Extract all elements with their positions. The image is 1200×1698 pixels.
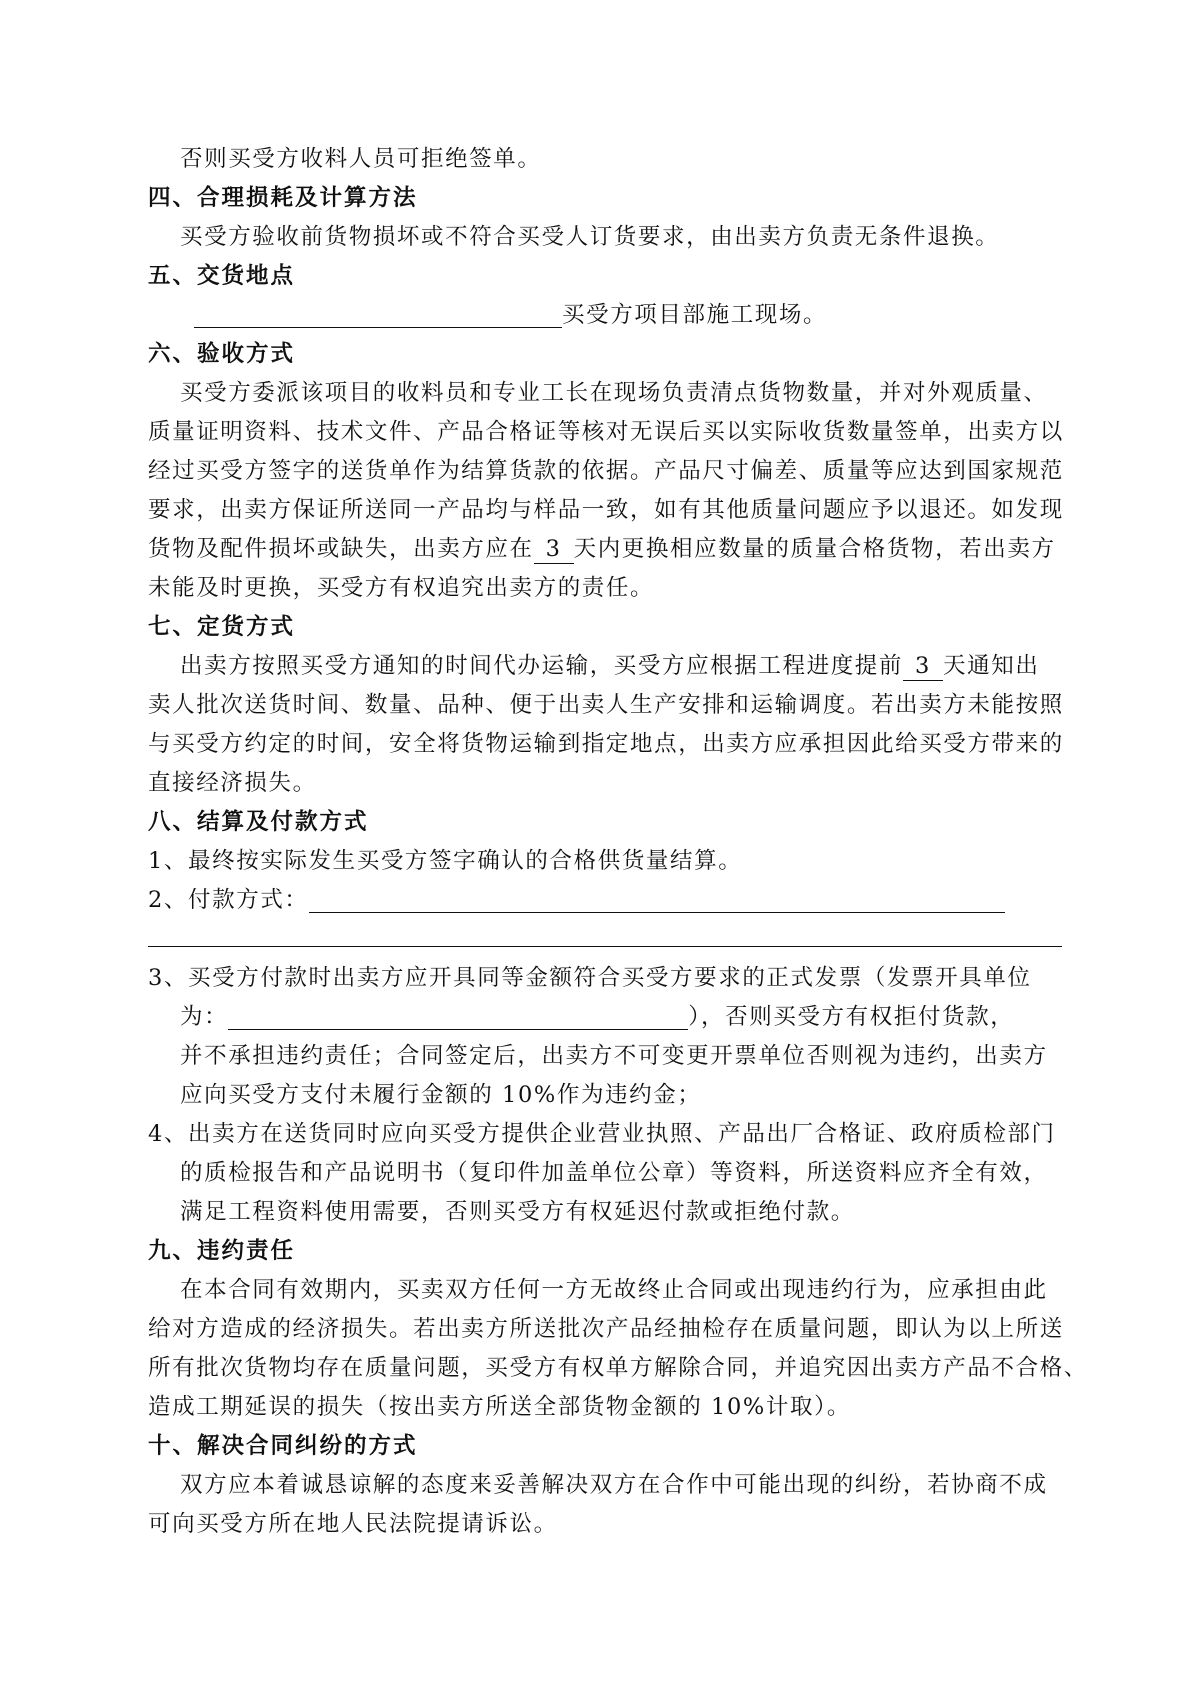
payment-method-blank[interactable] — [309, 888, 1005, 913]
section-heading-4: 四、合理损耗及计算方法 — [148, 185, 418, 211]
text-line — [148, 530, 1062, 569]
notice-days-value: 3 — [903, 652, 943, 681]
text-line: 否则买受方收料人员可拒绝签单。 — [180, 146, 542, 172]
delivery-location-line — [148, 296, 1062, 335]
text-line: 应向买受方支付未履行金额的 10%作为违约金； — [180, 1082, 702, 1108]
text-line: 双方应本着诚恳谅解的态度来妥善解决双方在合作中可能出现的纠纷，若协商不成 — [180, 1472, 1048, 1498]
text-fragment: ），否则买受方有权拒付货款， — [688, 1004, 1015, 1030]
section-heading-6: 六、验收方式 — [148, 341, 296, 367]
text-fragment: 天内更换相应数量的质量合格货物，若出卖方 — [573, 536, 1056, 562]
text-line: 的质检报告和产品说明书（复印件加盖单位公章）等资料，所送资料应齐全有效， — [180, 1160, 1048, 1186]
section-heading-9: 九、违约责任 — [148, 1238, 296, 1264]
text-line: 所有批次货物均存在质量问题，买受方有权单方解除合同，并追究因出卖方产品不合格、 — [148, 1355, 1088, 1381]
text-fragment: 为： — [180, 1004, 229, 1030]
text-fragment: 天通知出 — [943, 653, 1040, 679]
invoice-unit-blank[interactable] — [228, 1005, 688, 1030]
section-heading-5: 五、交货地点 — [148, 263, 296, 289]
text-line — [148, 647, 1062, 686]
text-line: 1、最终按实际发生买受方签字确认的合格供货量结算。 — [148, 848, 743, 874]
text-line: 经过买受方签字的送货单作为结算货款的依据。产品尺寸偏差、质量等应达到国家规范 — [148, 458, 1064, 484]
text-line: 与买受方约定的时间，安全将货物运输到指定地点，出卖方应承担因此给买受方带来的 — [148, 731, 1064, 757]
text-line: 买受方验收前货物损坏或不符合买受人订货要求，由出卖方负责无条件退换。 — [180, 224, 1000, 250]
invoice-unit-line — [148, 998, 1062, 1037]
contract-page — [148, 140, 1088, 1544]
section-heading-10: 十、解决合同纠纷的方式 — [148, 1433, 418, 1459]
payment-method-blank-continued[interactable] — [148, 920, 1062, 959]
text-line: 质量证明资料、技术文件、产品合格证等核对无误后买以实际收货数量签单，出卖方以 — [148, 419, 1064, 445]
text-line: 买受方委派该项目的收料员和专业工长在现场负责清点货物数量，并对外观质量、 — [180, 380, 1048, 406]
text-line: 并不承担违约责任；合同签定后，出卖方不可变更开票单位否则视为违约，出卖方 — [180, 1043, 1048, 1069]
text-line: 3、买受方付款时出卖方应开具同等金额符合买受方要求的正式发票（发票开具单位 — [148, 965, 1032, 991]
text-line: 给对方造成的经济损失。若出卖方所送批次产品经抽检存在质量问题，即认为以上所送 — [148, 1316, 1064, 1342]
text-line: 造成工期延误的损失（按出卖方所送全部货物金额的 10%计取）。 — [148, 1394, 852, 1420]
text-fragment: 买受方项目部施工现场。 — [562, 302, 828, 328]
text-line: 在本合同有效期内，买卖双方任何一方无故终止合同或出现违约行为，应承担由此 — [180, 1277, 1048, 1303]
section-heading-8: 八、结算及付款方式 — [148, 809, 369, 835]
section-heading-7: 七、定货方式 — [148, 614, 296, 640]
text-line: 未能及时更换，买受方有权追究出卖方的责任。 — [148, 575, 655, 601]
replacement-days-value: 3 — [534, 535, 574, 564]
text-line: 要求，出卖方保证所送同一产品均与样品一致，如有其他质量问题应予以退还。如发现 — [148, 497, 1064, 523]
text-line: 卖人批次送货时间、数量、品种、便于出卖人生产安排和运输调度。若出卖方未能按照 — [148, 692, 1064, 718]
delivery-location-blank[interactable] — [194, 303, 562, 328]
text-line: 直接经济损失。 — [148, 770, 317, 796]
text-line: 4、出卖方在送货同时应向买受方提供企业营业执照、产品出厂合格证、政府质检部门 — [148, 1121, 1056, 1147]
text-fragment: 出卖方按照买受方通知的时间代办运输，买受方应根据工程进度提前 — [180, 653, 904, 679]
text-fragment: 货物及配件损坏或缺失，出卖方应在 — [148, 536, 534, 562]
text-fragment: 2、付款方式： — [148, 887, 309, 913]
text-line: 满足工程资料使用需要，否则买受方有权延迟付款或拒绝付款。 — [180, 1199, 855, 1225]
text-line: 可向买受方所在地人民法院提请诉讼。 — [148, 1511, 558, 1537]
payment-method-line — [148, 881, 1062, 920]
